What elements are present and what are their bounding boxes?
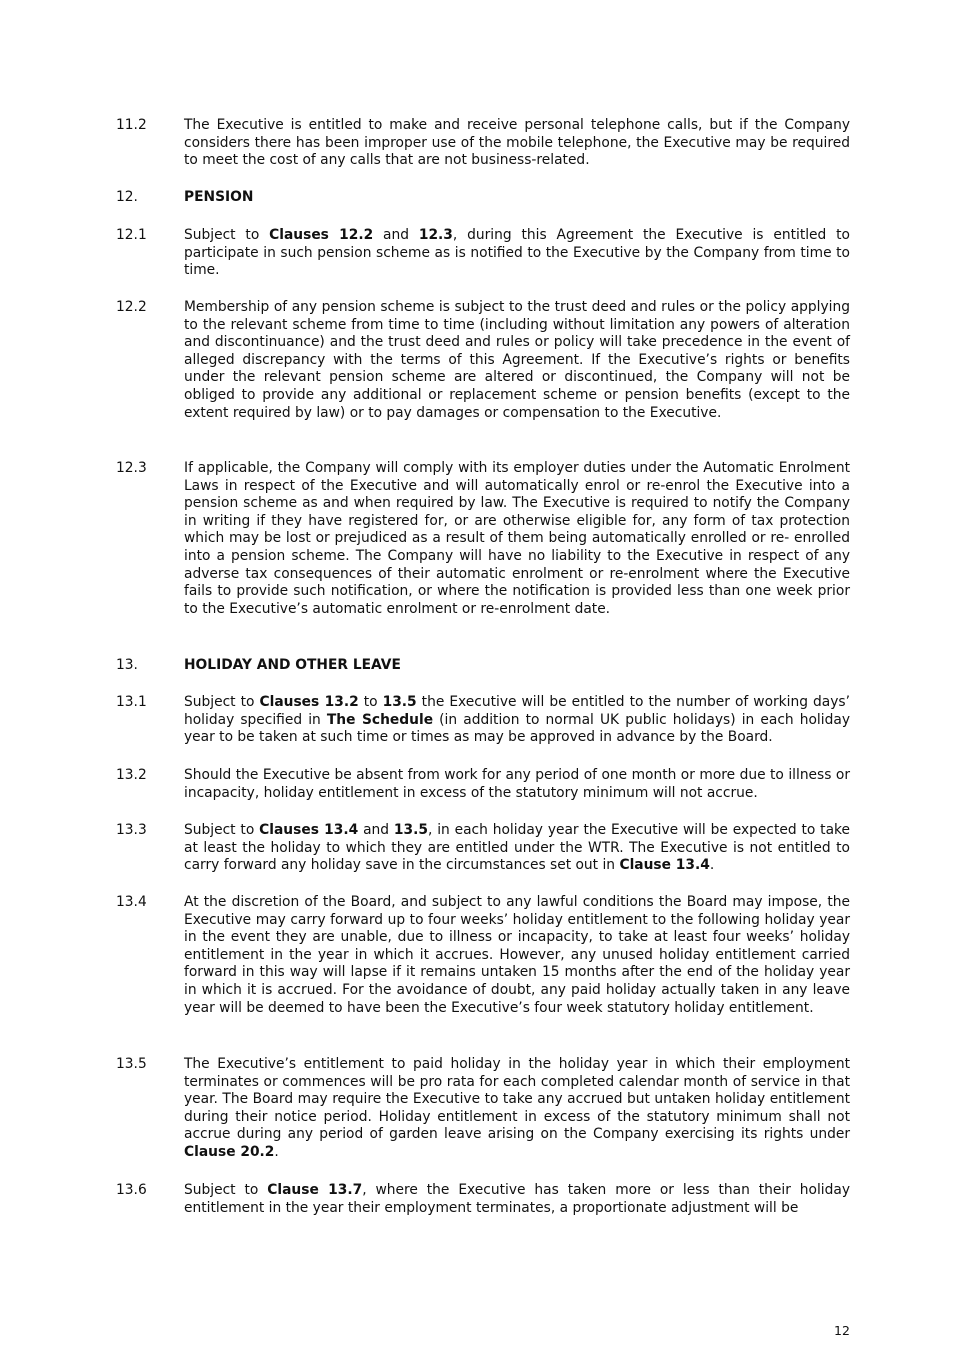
text-run: (in addition to normal UK public holidays) in each holiday year to be taken at such time or times as may be approved in advance by the Board. bbox=[184, 711, 850, 746]
clause-reference: 12.3 bbox=[418, 227, 453, 243]
section-title: HOLIDAY AND OTHER LEAVE bbox=[184, 657, 401, 673]
clause-number: 13. bbox=[116, 657, 138, 673]
text-run: Subject to bbox=[184, 227, 270, 243]
clause-reference: Clauses 13.2 bbox=[259, 694, 359, 710]
clause-number: 12.2 bbox=[116, 299, 147, 315]
clause-paragraph bbox=[116, 460, 850, 618]
clause-number: 12. bbox=[116, 189, 138, 205]
clause-text bbox=[184, 227, 850, 280]
clause-paragraph bbox=[116, 694, 850, 747]
text-run: Subject to bbox=[184, 694, 260, 710]
text-run: Membership of any pension scheme is subject to the trust deed and rules or the policy applying to the relevant scheme from time to time (including without limitation any powers of alteration and discontinuance) and the trust deed and rules or policy will take precedence in the event of alleged discrepancy with the terms of this Agreement. If the Executive’s rights or benefits under the relevant pension scheme are altered or discontinued, the Company will not be obliged to provide any additional or replacement scheme or pension benefits (except to the extent required by law) or to pay damages or compensation to the Executive. bbox=[184, 299, 850, 421]
section-heading bbox=[116, 657, 850, 675]
clause-text bbox=[184, 299, 850, 422]
text-run: . bbox=[709, 857, 715, 874]
clause-reference: Clauses 12.2 bbox=[269, 227, 374, 243]
clause-reference: Clause 13.4 bbox=[619, 857, 710, 874]
clause-text bbox=[184, 694, 850, 747]
clause-reference: Clause 13.7 bbox=[267, 1182, 363, 1198]
text-run: If applicable, the Company will comply with its employer duties under the Automatic Enrolment Laws in respect of the Executive and will automatically enrol or re-enrol the Executive into a pension scheme as and when required by law. The Executive is required to notify the Company in writing if they have registered for, or are otherwise eligible for, any form of tax protection which may be lost or prejudiced as a result of them being automatically enrolled or re- enrolled into a pension scheme. The Company will have no liability to the Executive in respect of any adverse tax consequences of their automatic enrolment or re-enrolment where the Executive fails to provide such notification, or where the notification is provided less than one week prior to the Executive’s automatic enrolment or re-enrolment date. bbox=[184, 460, 850, 617]
section-heading bbox=[116, 189, 850, 207]
text-run: Subject to bbox=[184, 1182, 268, 1198]
text-run: , in each holiday year the Executive will be expected to take at least the holiday to which they are entitled under the WTR. The Executive is not entitled to carry forward any holiday save in the circumstances set out in bbox=[184, 822, 851, 874]
clause-number: 13.3 bbox=[116, 822, 147, 838]
clause-paragraph bbox=[116, 1182, 850, 1217]
text-run: The Executive is entitled to make and receive personal telephone calls, but if the Company considers there has been improper use of the mobile telephone, the Executive may be required to meet the cost of any calls that are not business-related. bbox=[184, 117, 850, 169]
clause-reference: 13.5 bbox=[393, 822, 428, 838]
clause-number: 13.2 bbox=[116, 767, 147, 783]
clause-text bbox=[184, 894, 850, 1017]
clause-paragraph bbox=[116, 1056, 850, 1162]
clause-reference: The Schedule bbox=[326, 711, 434, 728]
clause-paragraph bbox=[116, 822, 850, 875]
text-run: to bbox=[358, 694, 383, 710]
text-run: The Executive’s entitlement to paid holiday in the holiday year in which their employment terminates or commences will be pro rata for each completed calendar month of service in that year. The Board may require the Executive to take any accrued but untaken holiday entitlement during their notice period. Holiday entitlement in excess of the statutory minimum shall not accrue during any period of garden leave arising on the Company exercising its rights under bbox=[184, 1056, 850, 1143]
clause-number: 13.5 bbox=[116, 1056, 147, 1072]
clause-number: 12.3 bbox=[116, 460, 147, 476]
section-title: PENSION bbox=[184, 189, 254, 205]
clause-paragraph bbox=[116, 227, 850, 280]
text-run: and bbox=[373, 227, 419, 243]
text-run: , where the Executive has taken more or less than their holiday entitlement in the year their employment terminates, a proportionate adjustment will be bbox=[184, 1182, 851, 1216]
clause-reference: Clauses 13.4 bbox=[259, 822, 359, 838]
clause-number: 11.2 bbox=[116, 117, 147, 133]
clause-paragraph bbox=[116, 767, 850, 802]
clause-text bbox=[184, 822, 850, 875]
text-run: Should the Executive be absent from work for any period of one month or more due to illness or incapacity, holiday entitlement in excess of the statutory minimum will not accrue. bbox=[184, 767, 850, 801]
text-run: At the discretion of the Board, and subject to any lawful conditions the Board may impose, the Executive may carry forward up to four weeks’ holiday entitlement to the following holiday year in the event they are unable, due to illness or incapacity, to take at least four weeks’ holiday entitlement in the year in which it accrues. However, any unused holiday entitlement carried forward in this way will lapse if it remains untaken 15 months after the end of the holiday year in which it is accrued. For the avoidance of doubt, any paid holiday actually taken in any leave year will be deemed to have been the Executive’s four week statutory holiday entitlement. bbox=[184, 894, 850, 1016]
text-run: , during this Agreement the Executive is entitled to participate in such pension scheme as is notified to the Executive by the Company from time to time. bbox=[184, 227, 851, 279]
clause-paragraph bbox=[116, 117, 850, 170]
clause-number: 13.4 bbox=[116, 894, 147, 910]
text-run: . bbox=[274, 1143, 279, 1160]
text-run: the Executive will be entitled to the number of working days’ holiday specified in bbox=[184, 694, 850, 728]
clause-paragraph bbox=[116, 894, 850, 1017]
clause-paragraph bbox=[116, 299, 850, 422]
clause-number: 13.1 bbox=[116, 694, 147, 710]
clause-reference: Clause 20.2 bbox=[184, 1143, 275, 1160]
clause-number: 12.1 bbox=[116, 227, 147, 243]
clause-text bbox=[184, 1182, 850, 1217]
text-run: and bbox=[358, 822, 394, 838]
text-run: Subject to bbox=[184, 822, 260, 838]
clause-text bbox=[184, 117, 850, 170]
clause-text bbox=[184, 460, 850, 618]
clause-reference: 13.5 bbox=[382, 694, 417, 710]
clause-text bbox=[184, 1056, 850, 1162]
clause-number: 13.6 bbox=[116, 1182, 147, 1198]
page-number: 12 bbox=[834, 1323, 850, 1338]
clause-text bbox=[184, 767, 850, 802]
